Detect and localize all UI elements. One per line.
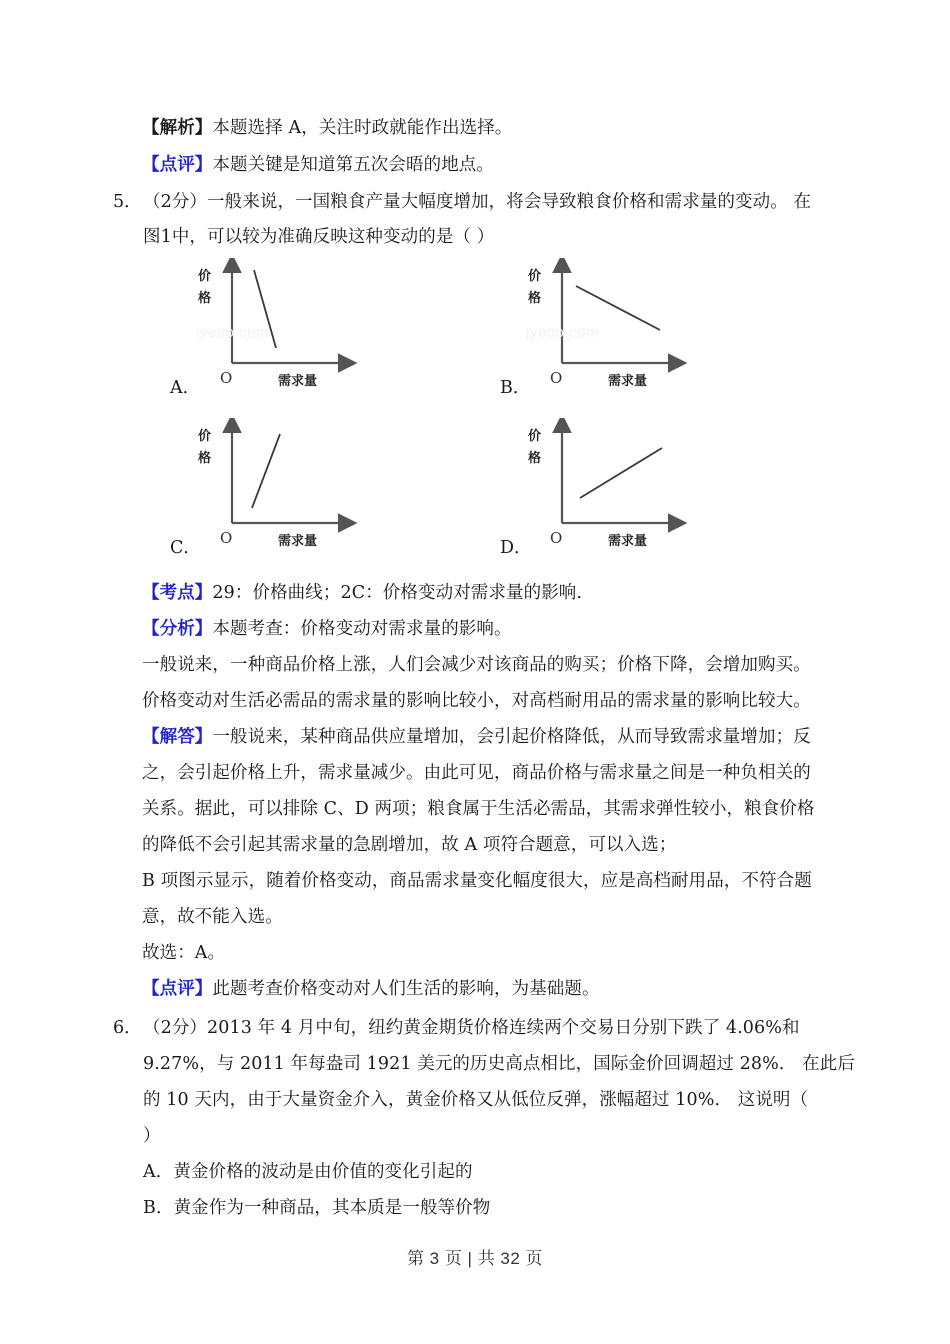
option-c-ylabel-char1: 价 [198,429,212,444]
jieda-text1: 一般说来，某种商品供应量增加，会引起价格降低，从而导致需求量增加；反 [212,727,811,747]
kaodian-text: 29：价格曲线；2C：价格变动对需求量的影响. [212,583,583,603]
dianping-line [142,978,600,1000]
dianping-text: 此题考查价格变动对人们生活的影响，为基础题。 [212,979,600,999]
question6-stem-line1 [143,1017,800,1039]
watermark-b: jyeoo.com [526,324,599,341]
option-a-figure [190,258,390,388]
option-b-ylabel-char2: 格 [528,291,542,306]
jieda-tag: 【解答】 [142,727,213,747]
option-d-ylabel-char1: 价 [528,429,542,444]
question6-stem-line3: 的 10 天内，由于大量资金介入，黄金价格又从低位反弹，涨幅超过 10%． 这说明（ [143,1090,809,1110]
prev-comment-line [142,154,494,176]
option-b-figure [520,258,720,388]
question6-stem-line4: ） [143,1126,161,1146]
jieda-line4: 的降低不会引起其需求量的急剧增加，故 A 项符合题意，可以入选； [142,835,677,855]
option-b-chart [520,258,720,388]
question5-stem-text1: 一般来说，一国粮食产量大幅度增加，将会导致粮食价格和需求量的变动。 在 [207,192,812,212]
comment-text: 本题关键是知道第五次会晤的地点。 [212,155,495,175]
analysis-tag: 【解析】 [142,118,213,138]
option-c-chart [190,418,390,548]
question6-option-a [143,1161,473,1183]
kaodian-line [142,582,582,604]
option-b-origin: O [550,369,563,387]
question6-option-b-label: B． [143,1198,174,1218]
question6-score: （2分） [143,1018,208,1038]
jieda-line1 [142,726,811,748]
question6-number: 6． [113,1018,142,1038]
option-d-ylabel-char2: 格 [528,451,542,466]
dianping-tag: 【点评】 [142,979,213,999]
question6-stem-line2: 9.27%，与 2011 年每盎司 1921 美元的历史高点相比，国际金价回调超过 28%． 在此后 [143,1054,855,1074]
fenxi-tag: 【分析】 [142,619,213,639]
option-d-figure [520,418,720,548]
jieda-line6: 意，故不能入选。 [142,907,283,927]
fenxi-line [142,618,512,640]
question6-option-a-text: 黄金价格的波动是由价值的变化引起的 [173,1162,473,1182]
option-a-xlabel: 需求量 [278,374,318,388]
option-b-xlabel: 需求量 [608,374,648,388]
kaodian-tag: 【考点】 [142,583,213,603]
question6-option-a-label: A． [143,1162,174,1182]
fenxi-body-line2: 价格变动对生活必需品的需求量的影响比较小，对高档耐用品的需求量的影响比较大。 [142,691,811,711]
option-d-origin: O [550,529,563,547]
analysis-text: 本题选择 A，关注时政就能作出选择。 [212,118,513,138]
page-footer: 第 3 页 | 共 32 页 [406,1249,544,1268]
jieda-line3: 关系。据此，可以排除 C、D 两项；粮食属于生活必需品，其需求弹性较小，粮食价格 [142,799,815,819]
fenxi-body-line1: 一般说来，一种商品价格上涨，人们会减少对该商品的购买；价格下降，会增加购买。 [142,655,811,675]
prev-analysis-line [142,117,512,139]
option-a-ylabel-char2: 格 [198,291,212,306]
watermark-a: jyeoo.com [196,324,269,341]
option-a-label: A． [170,378,201,398]
option-c-label: C． [170,538,201,558]
comment-tag: 【点评】 [142,155,213,175]
jieda-line7: 故选：A。 [142,943,226,963]
option-a-ylabel-char1: 价 [198,269,212,284]
question5-stem-line1 [143,191,811,213]
option-d-chart [520,418,720,548]
question5-score: （2分） [143,192,208,212]
option-a-chart [190,258,390,388]
question5-stem-line2: 图1中，可以较为准确反映这种变动的是（ ） [143,227,495,247]
option-d-xlabel: 需求量 [608,534,648,548]
question6-stem-text1: 2013 年 4 月中旬，纽约黄金期货价格连续两个交易日分别下跌了 4.06%和 [207,1018,800,1038]
question6-option-b [143,1197,490,1219]
option-a-origin: O [220,369,233,387]
fenxi-text: 本题考查：价格变动对需求量的影响。 [212,619,512,639]
option-b-label: B． [500,378,531,398]
jieda-line5: B 项图示显示，随着价格变动，商品需求量变化幅度很大，应是高档耐用品，不符合题 [142,871,812,891]
option-d-label: D． [500,538,532,558]
option-c-ylabel-char2: 格 [198,451,212,466]
option-c-xlabel: 需求量 [278,534,318,548]
option-c-origin: O [220,529,233,547]
question5-number: 5． [113,192,142,212]
jieda-line2: 之，会引起价格上升，需求量减少。由此可见，商品价格与需求量之间是一种负相关的 [142,763,811,783]
option-b-ylabel-char1: 价 [528,269,542,284]
option-c-figure [190,418,390,548]
question6-option-b-text: 黄金作为一种商品，其本质是一般等价物 [173,1198,491,1218]
